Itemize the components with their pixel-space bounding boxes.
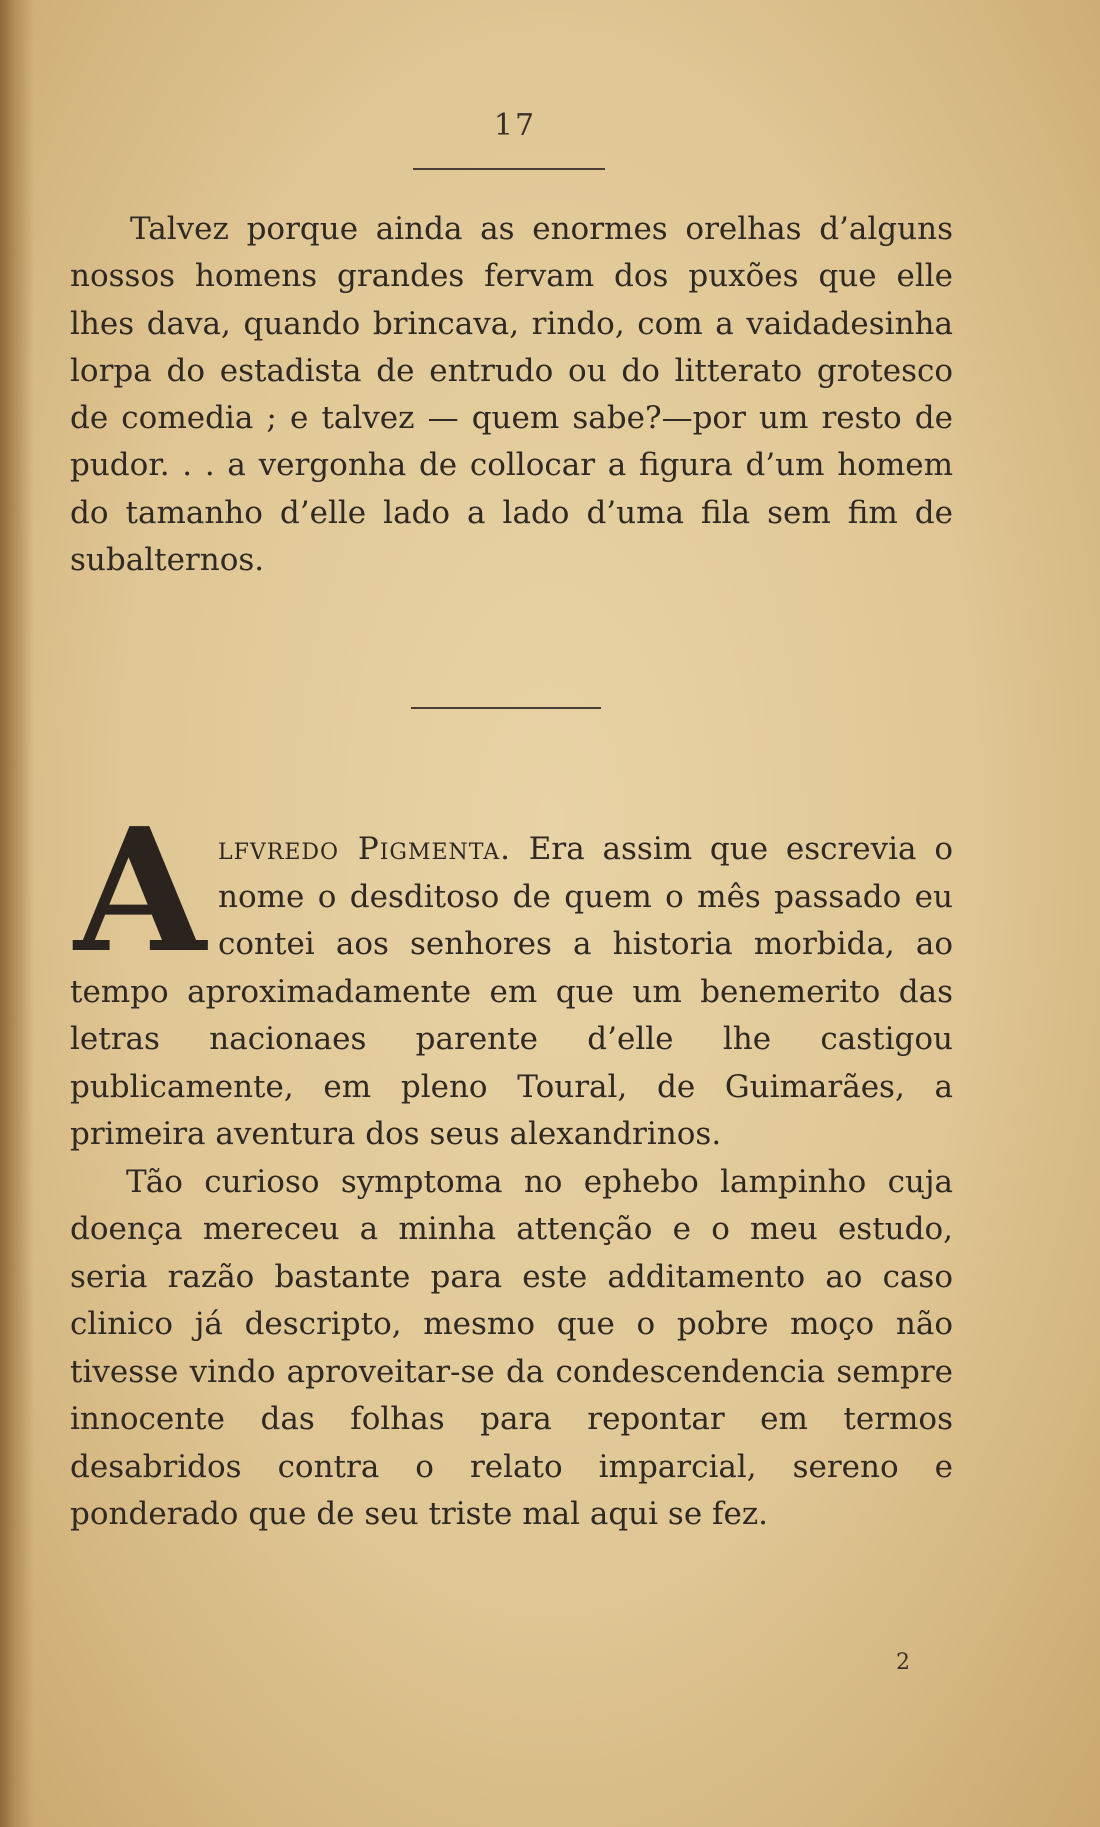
section-name: lfvredo Pigmenta.: [218, 831, 512, 867]
section-body: [70, 826, 953, 1539]
section-divider: [411, 707, 601, 709]
signature-mark: 2: [896, 1650, 910, 1675]
final-paragraph: Tão curioso symptoma no ephebo lampinho cuja doença mereceu a minha attenção e o meu estudo, seria razão bastante para este additamento ao caso clinico já descripto, mesmo que o pobre moço não tivesse vindo aproveitar-se da condescendencia sempre innocente das folhas para repontar em termos desabridos contra o relato imparcial, sereno e ponderado que de seu triste mal aqui se fez.: [70, 1163, 953, 1532]
page-binding-edge: [0, 0, 34, 1827]
top-rule: [413, 168, 605, 170]
intro-paragraph: Talvez porque ainda as enormes orelhas d’alguns nossos homens grandes fervam dos puxões que elle lhes dava, quando brincava, rindo, com a vaidadesinha lorpa do estadista de entrudo ou do litterato grotesco de comedia ; e talvez — quem sabe?—por um resto de pudor. . . a vergonha de collocar a figura d’um homem do tamanho d’elle lado a lado d’uma fila sem fim de subalternos.: [70, 211, 953, 579]
section-opening-paragraph: [70, 826, 953, 1159]
page-number: 17: [493, 108, 537, 143]
drop-cap-glyph: A: [74, 826, 206, 960]
section-opening-text: Era assim que escrevia o nome o desditoso de quem o mês passado eu contei aos senhores a historia morbida, ao tempo aproximadamente em que um benemerito das letras nacionaes parente d’elle lhe castigou publicamente, em pleno Toural, de Guimarães, a primeira aventura dos seus alexandrinos.: [70, 831, 953, 1152]
drop-cap-letter: [70, 826, 210, 960]
